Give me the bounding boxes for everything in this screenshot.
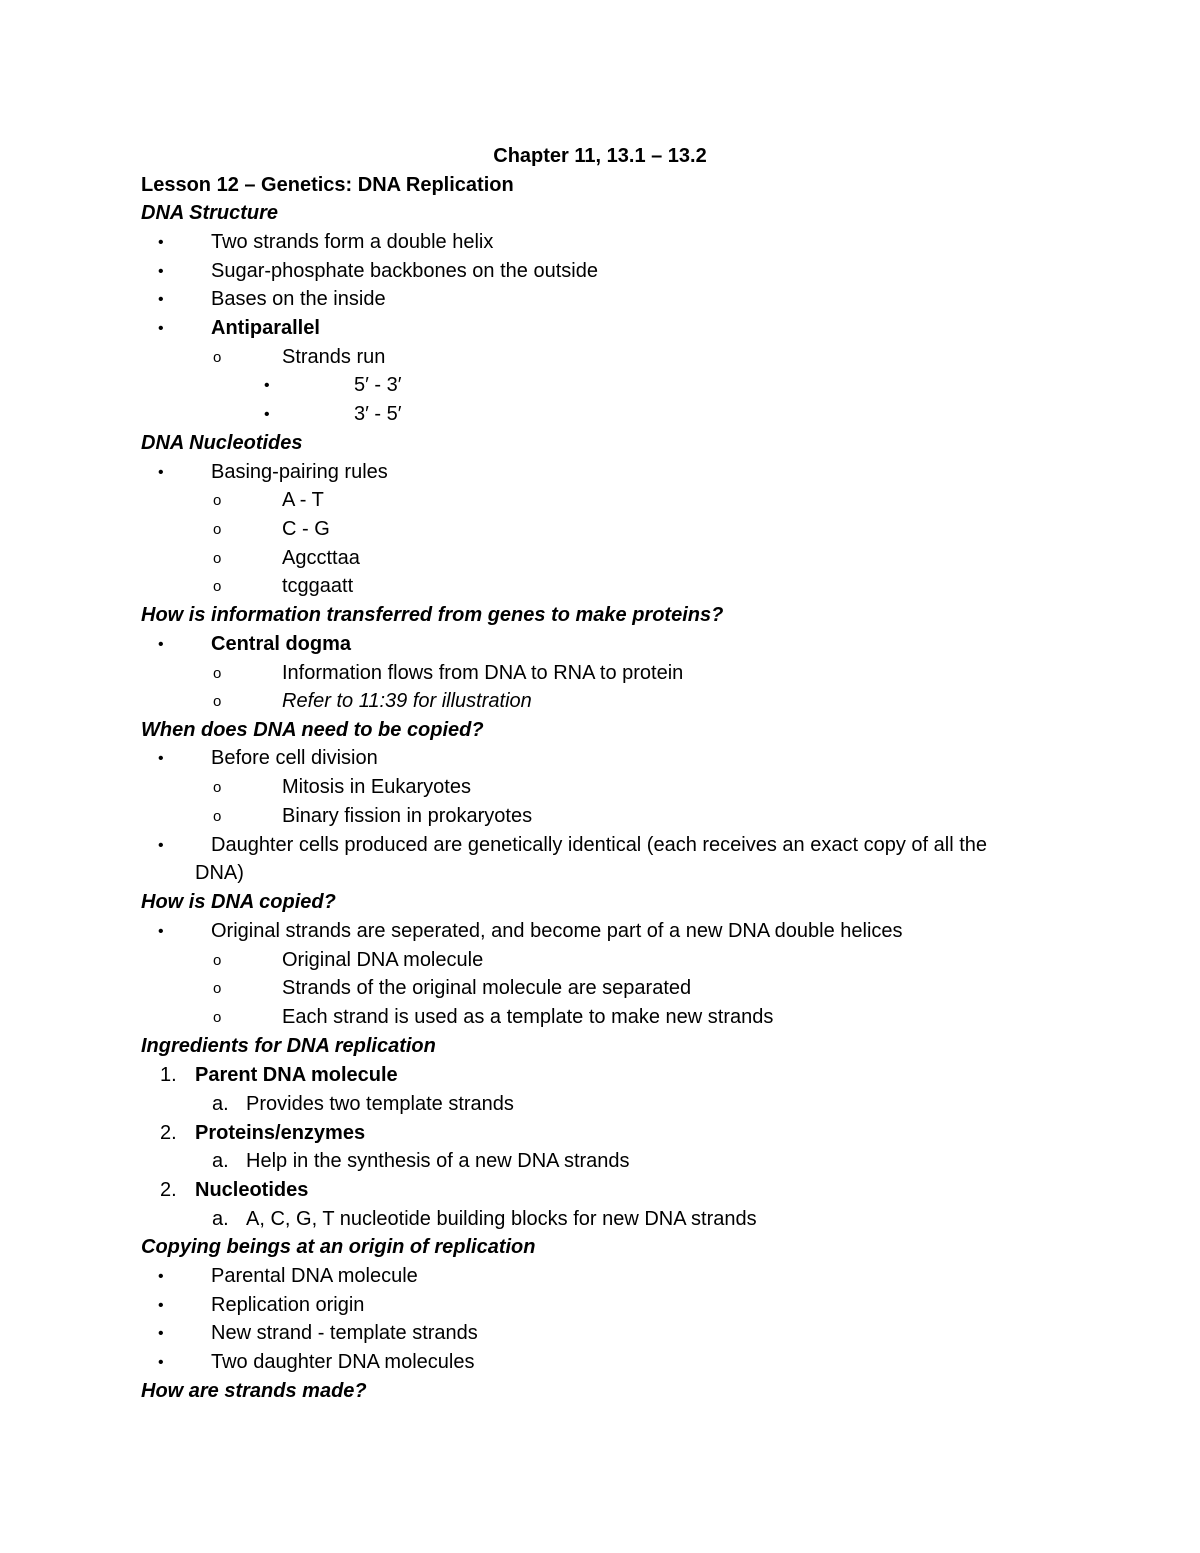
sub-list-item xyxy=(0,343,1200,372)
list-item xyxy=(0,285,1200,314)
sub-list-item-text: Original DNA molecule xyxy=(282,949,484,971)
section-heading: When does DNA need to be copied? xyxy=(141,719,484,741)
list-item-text: Sugar-phosphate backbones on the outside xyxy=(211,260,598,282)
sub-list-item xyxy=(0,974,1200,1003)
circle-marker: o xyxy=(213,808,222,825)
list-item-text: Original strands are seperated, and become part of a new DNA double helices xyxy=(211,920,903,942)
list-item-text: Bases on the inside xyxy=(211,288,386,310)
sub-list-item xyxy=(0,544,1200,573)
sub-list-item xyxy=(0,659,1200,688)
sub-list-item-text: Strands of the original molecule are separated xyxy=(282,977,692,999)
bullet-marker: • xyxy=(158,464,164,481)
sub-list-item-text: Information flows from DNA to RNA to protein xyxy=(282,662,684,684)
section-heading: Ingredients for DNA replication xyxy=(141,1035,436,1057)
lesson-title: Lesson 12 – Genetics: DNA Replication xyxy=(141,174,514,196)
sub-list-item xyxy=(0,486,1200,515)
sub-list-item xyxy=(0,802,1200,831)
list-item-text: Replication origin xyxy=(211,1294,365,1316)
list-item xyxy=(0,630,1200,659)
circle-marker: o xyxy=(213,665,222,682)
list-item xyxy=(0,917,1200,946)
list-item-text: DNA) xyxy=(195,862,244,884)
sub-list-item-text: Each strand is used as a template to make new strands xyxy=(282,1006,774,1028)
sub-list-item xyxy=(0,946,1200,975)
circle-marker: o xyxy=(213,578,222,595)
circle-marker: o xyxy=(213,779,222,796)
sub-list-item xyxy=(0,1003,1200,1032)
circle-marker: o xyxy=(213,693,222,710)
bullet-marker: • xyxy=(158,1268,164,1285)
list-item-text: New strand - template strands xyxy=(211,1322,478,1344)
list-item xyxy=(0,831,1200,860)
letter-marker: a. xyxy=(212,1093,229,1115)
lettered-item xyxy=(0,1205,1200,1234)
list-item-text: Daughter cells produced are genetically identical (each receives an exact copy of all the xyxy=(211,834,987,856)
sub-list-item-text: Agccttaa xyxy=(282,547,360,569)
list-item-text: Before cell division xyxy=(211,747,378,769)
bullet-marker: • xyxy=(264,406,270,423)
sub-list-item-text: Mitosis in Eukaryotes xyxy=(282,776,471,798)
lettered-item xyxy=(0,1090,1200,1119)
section-heading: How are strands made? xyxy=(141,1380,367,1402)
list-item xyxy=(0,1291,1200,1320)
list-item xyxy=(0,1348,1200,1377)
sub-list-item-text: Strands run xyxy=(282,346,386,368)
sub-list-item-text: A - T xyxy=(282,489,324,511)
page-title: Chapter 11, 13.1 – 13.2 xyxy=(493,145,707,167)
circle-marker: o xyxy=(213,349,222,366)
sub-list-item-text: Refer to 11:39 for illustration xyxy=(282,690,532,712)
bullet-marker: • xyxy=(264,377,270,394)
list-item xyxy=(0,228,1200,257)
number-marker: 1. xyxy=(160,1064,177,1086)
bullet-marker: • xyxy=(158,234,164,251)
circle-marker: o xyxy=(213,1009,222,1026)
sub-list-item xyxy=(0,515,1200,544)
sub-sub-list-item xyxy=(0,371,1200,400)
numbered-item-text: Parent DNA molecule xyxy=(195,1064,398,1086)
list-item xyxy=(0,1262,1200,1291)
sub-sub-list-item-text: 5′ - 3′ xyxy=(354,374,402,396)
list-item xyxy=(0,257,1200,286)
bullet-marker: • xyxy=(158,1325,164,1342)
list-item xyxy=(0,458,1200,487)
bullet-marker: • xyxy=(158,320,164,337)
sub-sub-list-item xyxy=(0,400,1200,429)
section-heading: How is information transferred from genes to make proteins? xyxy=(141,604,724,626)
list-item xyxy=(0,1319,1200,1348)
numbered-item xyxy=(0,1061,1200,1090)
bullet-marker: • xyxy=(158,263,164,280)
section-heading: DNA Nucleotides xyxy=(141,432,303,454)
lettered-item-text: Provides two template strands xyxy=(246,1093,514,1115)
number-marker: 2. xyxy=(160,1122,177,1144)
sub-list-item xyxy=(0,687,1200,716)
number-marker: 2. xyxy=(160,1179,177,1201)
circle-marker: o xyxy=(213,521,222,538)
sub-list-item-text: C - G xyxy=(282,518,330,540)
circle-marker: o xyxy=(213,550,222,567)
list-item-text: Parental DNA molecule xyxy=(211,1265,418,1287)
list-item xyxy=(0,744,1200,773)
sub-sub-list-item-text: 3′ - 5′ xyxy=(354,403,402,425)
circle-marker: o xyxy=(213,980,222,997)
list-item xyxy=(0,314,1200,343)
sub-list-item xyxy=(0,773,1200,802)
list-item-text: Central dogma xyxy=(211,633,352,655)
sub-list-item xyxy=(0,572,1200,601)
lettered-item-text: Help in the synthesis of a new DNA strands xyxy=(246,1150,630,1172)
numbered-item xyxy=(0,1119,1200,1148)
bullet-marker: • xyxy=(158,1297,164,1314)
letter-marker: a. xyxy=(212,1208,229,1230)
section-heading: Copying beings at an origin of replication xyxy=(141,1236,536,1258)
numbered-item-text: Nucleotides xyxy=(195,1179,309,1201)
sub-list-item-text: tcggaatt xyxy=(282,575,354,597)
bullet-marker: • xyxy=(158,636,164,653)
section-heading: DNA Structure xyxy=(141,202,279,224)
numbered-item xyxy=(0,1176,1200,1205)
sub-list-item-text: Binary fission in prokaryotes xyxy=(282,805,533,827)
numbered-item-text: Proteins/enzymes xyxy=(195,1122,366,1144)
bullet-marker: • xyxy=(158,291,164,308)
bullet-marker: • xyxy=(158,1354,164,1371)
circle-marker: o xyxy=(213,952,222,969)
section-heading: How is DNA copied? xyxy=(141,891,336,913)
lettered-item xyxy=(0,1147,1200,1176)
list-item-text: Two strands form a double helix xyxy=(211,231,494,253)
letter-marker: a. xyxy=(212,1150,229,1172)
list-item-text: Antiparallel xyxy=(211,317,320,339)
list-item-continuation xyxy=(0,859,1200,888)
list-item-text: Basing-pairing rules xyxy=(211,461,388,483)
bullet-marker: • xyxy=(158,923,164,940)
bullet-marker: • xyxy=(158,837,164,854)
lettered-item-text: A, C, G, T nucleotide building blocks for new DNA strands xyxy=(246,1208,757,1230)
bullet-marker: • xyxy=(158,750,164,767)
list-item-text: Two daughter DNA molecules xyxy=(211,1351,475,1373)
circle-marker: o xyxy=(213,492,222,509)
